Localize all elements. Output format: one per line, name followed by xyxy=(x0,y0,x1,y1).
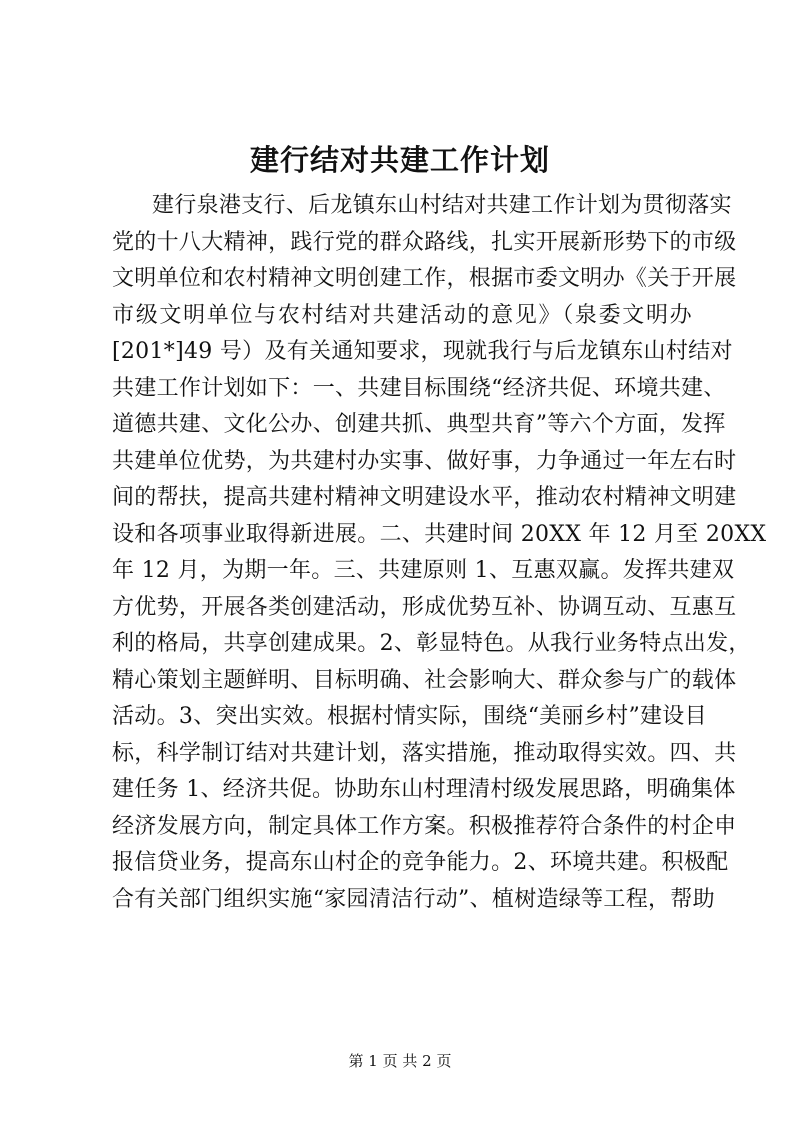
body-line: 党的十八大精神，践行党的群众路线，扎实开展新形势下的市级 xyxy=(112,229,737,255)
body-line: 标，科学制订结对共建计划，落实措施，推动取得实效。四、共 xyxy=(112,740,737,766)
body-line: 经济发展方向，制定具体工作方案。积极推荐符合条件的村企申 xyxy=(112,813,737,839)
body-line: 建行泉港支行、后龙镇东山村结对共建工作计划为贯彻落实 xyxy=(152,193,732,218)
body-line: 间的帮扶，提高共建村精神文明建设水平，推动农村精神文明建 xyxy=(112,485,737,510)
body-line: [201*]49 号）及有关通知要求，现就我行与后龙镇东山村结对 xyxy=(112,339,733,364)
body-line: 活动。3、突出实效。根据村情实际，围绕“美丽乡村”建设目 xyxy=(112,704,707,729)
body-line: 共建工作计划如下：一、共建目标围绕“经济共促、环境共建、 xyxy=(112,375,726,401)
body-line: 设和各项事业取得新进展。二、共建时间 20XX 年 12 月至 20XX xyxy=(112,521,767,547)
body-line: 市级文明单位与农村结对共建活动的意见》（泉委文明办 xyxy=(112,302,692,328)
body-line: 利的格局，共享创建成果。2、彰显特色。从我行业务特点出发， xyxy=(112,631,751,656)
body-line: 方优势，开展各类创建活动，形成优势互补、协调互动、互惠互 xyxy=(112,594,737,620)
body-line: 建任务 1、经济共促。协助东山村理清村级发展思路，明确集体 xyxy=(112,777,736,802)
page-footer: 第 1 页 共 2 页 xyxy=(348,1052,452,1070)
body-line: 年 12 月，为期一年。三、共建原则 1、互惠双赢。发挥共建双 xyxy=(112,558,735,583)
body-line: 共建单位优势，为共建村办实事、做好事，力争通过一年左右时 xyxy=(112,448,737,474)
body-line: 合有关部门组织实施“家园清洁行动”、植树造绿等工程，帮助 xyxy=(112,886,715,912)
page-title: 建行结对共建工作计划 xyxy=(249,143,550,177)
body-line: 精心策划主题鲜明、目标明确、社会影响大、群众参与广的载体 xyxy=(112,667,737,693)
body-line: 文明单位和农村精神文明创建工作，根据市委文明办《关于开展 xyxy=(112,266,737,291)
body-line: 报信贷业务，提高东山村企的竞争能力。2、环境共建。积极配 xyxy=(112,850,729,875)
document-body xyxy=(112,188,767,918)
body-line: 道德共建、文化公办、创建共抓、典型共育”等六个方面，发挥 xyxy=(112,412,726,437)
